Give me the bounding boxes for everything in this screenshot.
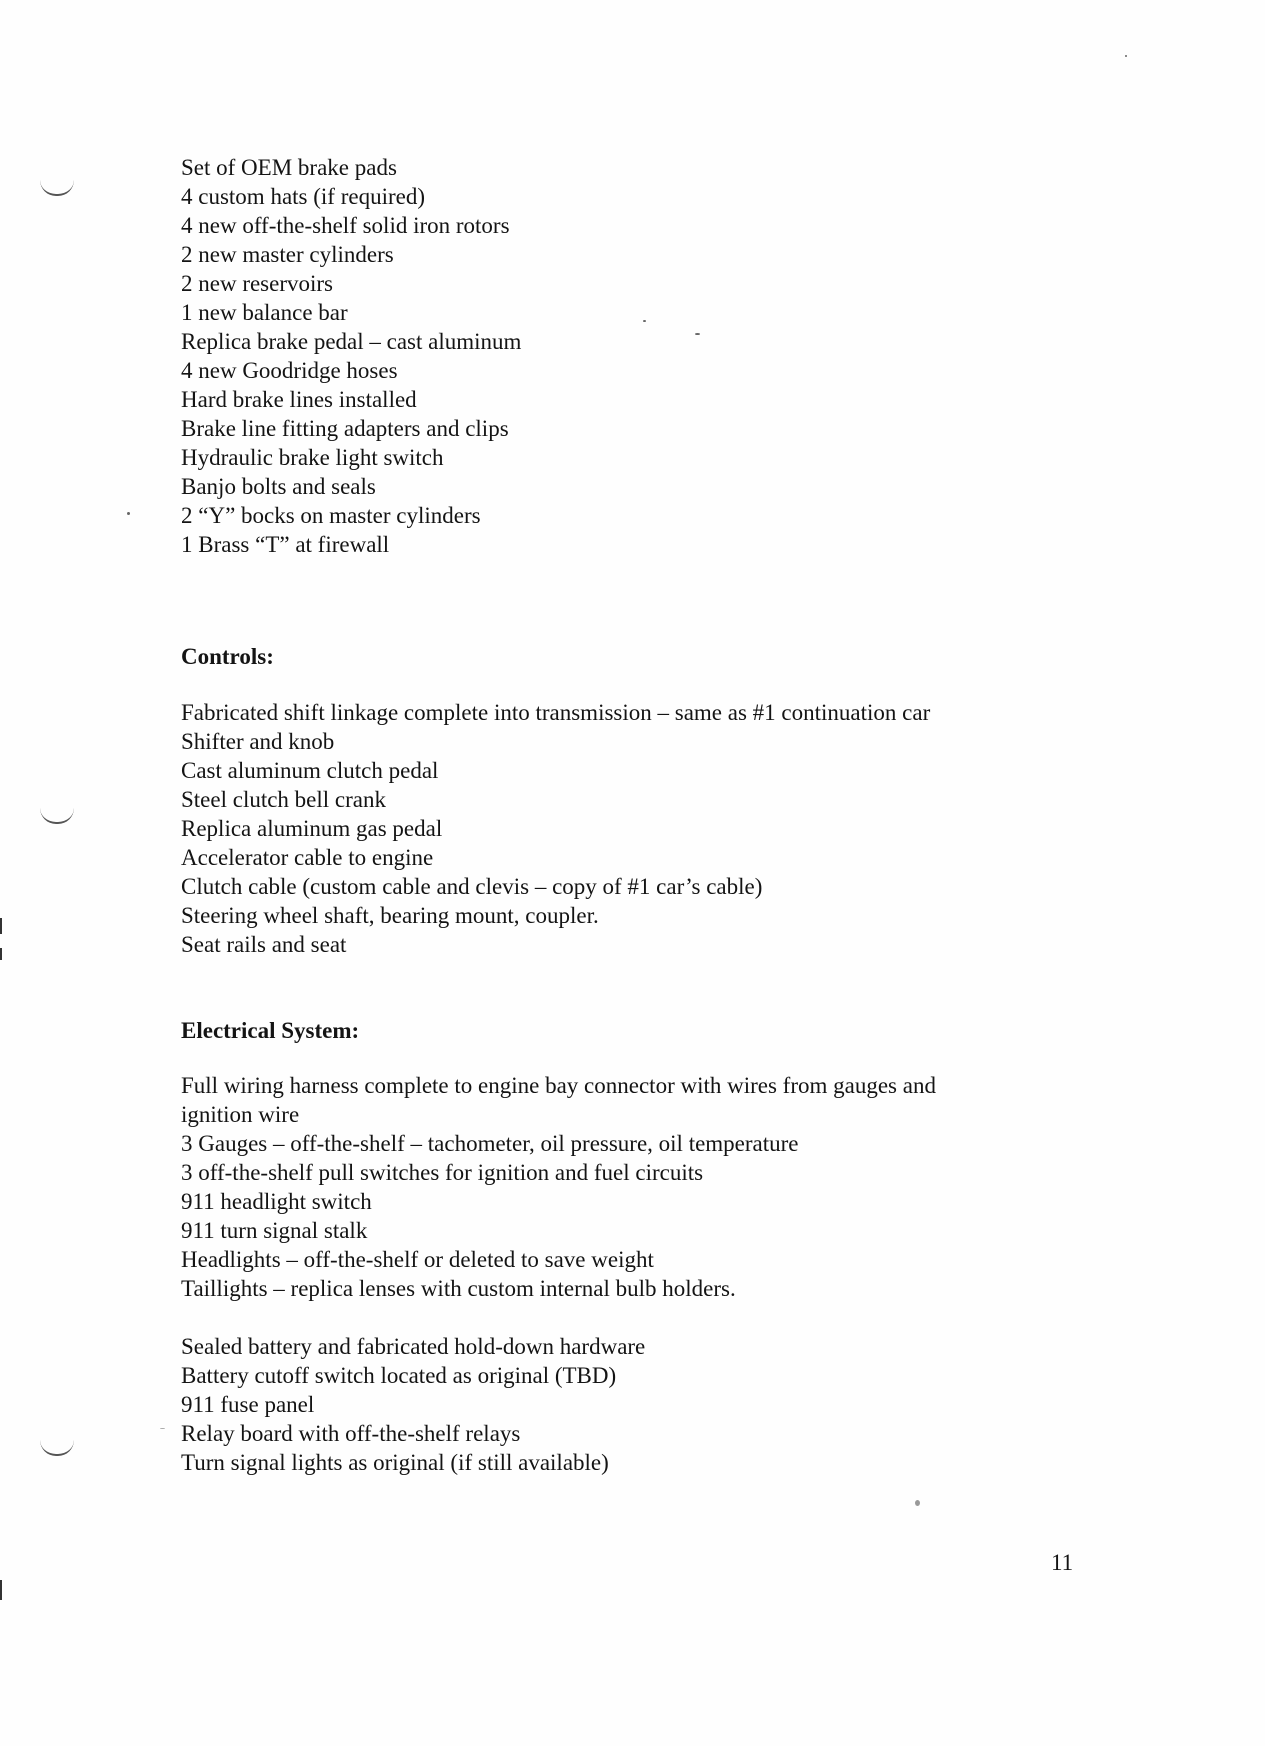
list-item: Taillights – replica lenses with custom internal bulb holders. — [181, 1276, 736, 1301]
section-heading-controls: Controls: — [181, 644, 274, 669]
list-item: 911 headlight switch — [181, 1189, 372, 1214]
list-item: Seat rails and seat — [181, 932, 347, 957]
list-item: 1 Brass “T” at firewall — [181, 532, 390, 557]
scan-artifact — [0, 948, 2, 960]
electrical-list — [181, 1071, 1061, 1303]
list-item: Accelerator cable to engine — [181, 845, 434, 870]
list-item: 4 new off-the-shelf solid iron rotors — [181, 213, 510, 238]
scan-artifact — [40, 180, 74, 196]
list-item: Headlights – off-the-shelf or deleted to save weight — [181, 1247, 654, 1272]
scan-artifact — [40, 808, 74, 824]
electrical-battery-list — [181, 1332, 1061, 1477]
list-item: 1 new balance bar — [181, 300, 348, 325]
brakes-list — [181, 153, 1061, 559]
list-item: Set of OEM brake pads — [181, 155, 397, 180]
page-number: 11 — [1051, 1550, 1074, 1575]
list-item: Relay board with off-the-shelf relays — [181, 1421, 521, 1446]
list-item: Turn signal lights as original (if still available) — [181, 1450, 609, 1475]
list-item: Brake line fitting adapters and clips — [181, 416, 509, 441]
scan-artifact — [1125, 55, 1127, 57]
list-item: Cast aluminum clutch pedal — [181, 758, 439, 783]
list-item: Banjo bolts and seals — [181, 474, 376, 499]
list-item: ignition wire — [181, 1102, 300, 1127]
list-item: Clutch cable (custom cable and clevis – copy of #1 car’s cable) — [181, 874, 763, 899]
scan-artifact — [160, 1428, 165, 1429]
section-heading-electrical: Electrical System: — [181, 1018, 360, 1043]
list-item: Sealed battery and fabricated hold-down hardware — [181, 1334, 646, 1359]
list-item: Steel clutch bell crank — [181, 787, 387, 812]
controls-list — [181, 698, 1061, 959]
list-item: 3 Gauges – off-the-shelf – tachometer, oil pressure, oil temperature — [181, 1131, 799, 1156]
list-item: 2 new master cylinders — [181, 242, 394, 267]
list-item: 2 “Y” bocks on master cylinders — [181, 503, 481, 528]
list-item: Shifter and knob — [181, 729, 335, 754]
list-item: 4 new Goodridge hoses — [181, 358, 398, 383]
list-item: 911 turn signal stalk — [181, 1218, 368, 1243]
scan-artifact — [40, 1440, 74, 1456]
list-item: Battery cutoff switch located as original (TBD) — [181, 1363, 617, 1388]
list-item: Steering wheel shaft, bearing mount, coupler. — [181, 903, 599, 928]
scan-artifact — [0, 918, 2, 934]
scan-artifact — [915, 1500, 920, 1506]
list-item: Replica aluminum gas pedal — [181, 816, 443, 841]
list-item: Hard brake lines installed — [181, 387, 417, 412]
list-item: Hydraulic brake light switch — [181, 445, 444, 470]
list-item: 911 fuse panel — [181, 1392, 315, 1417]
list-item: 2 new reservoirs — [181, 271, 334, 296]
list-item: Full wiring harness complete to engine bay connector with wires from gauges and — [181, 1073, 936, 1098]
list-item: Fabricated shift linkage complete into transmission – same as #1 continuation car — [181, 700, 931, 725]
scan-artifact — [127, 512, 130, 515]
list-item: 4 custom hats (if required) — [181, 184, 425, 209]
list-item: Replica brake pedal – cast aluminum — [181, 329, 522, 354]
list-item: 3 off-the-shelf pull switches for ignition and fuel circuits — [181, 1160, 704, 1185]
scan-artifact — [0, 1580, 2, 1600]
